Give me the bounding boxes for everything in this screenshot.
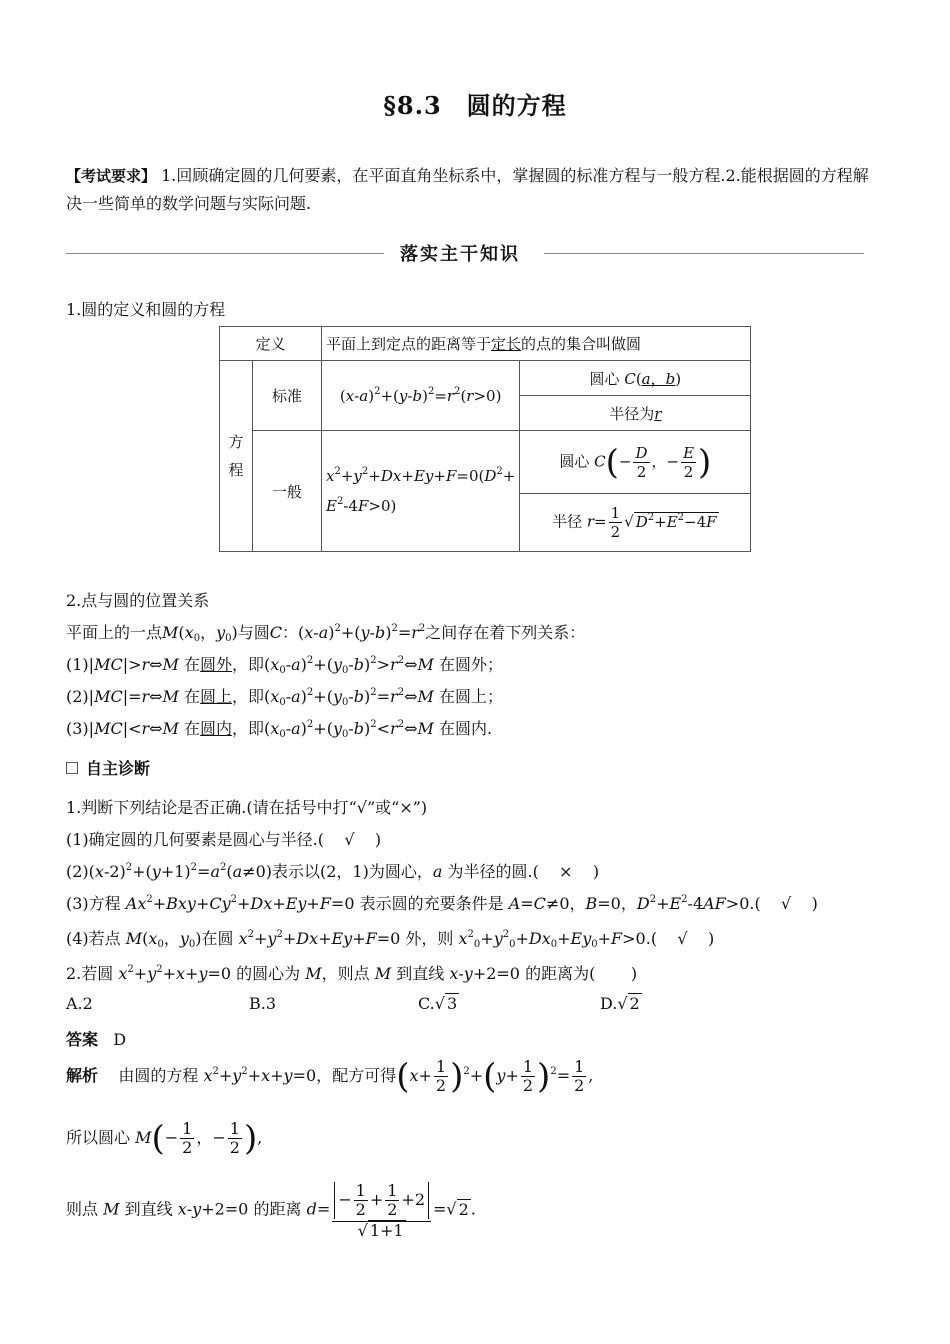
answer-label: 答案	[66, 1030, 99, 1049]
section1-heading: 1.圆的定义和圆的方程	[66, 300, 226, 319]
question-1-item-1: (1)确定圆的几何要素是圆心与半径.( √ )	[66, 830, 382, 849]
banner-line-right	[544, 253, 864, 254]
answer-value: D	[113, 1030, 127, 1049]
question-2: 2.若圆 $x^2+y^2+x+y=0$ 的圆心为 M，则点 M 到直线 x-y+2=0 的距离为( )	[66, 964, 638, 983]
cell-gen-radius: 半径 r= $\frac{1}{2}$ √ $D^2+E^2-4F$	[520, 494, 751, 552]
option-d: D.√ 2	[600, 994, 640, 1013]
cell-std-center: 圆心 C(a，b)	[520, 361, 751, 396]
square-icon	[66, 762, 78, 774]
cell-def-label: 定义	[220, 327, 322, 361]
cell-std-label: 标准	[253, 361, 322, 431]
section2-intro: 平面上的一点$M(x_0$，$y_0$)与圆C：$(x-a)^2+(y-b)^2=r^2$之间存在着下列关系：	[66, 623, 586, 644]
question-1-item-4: (4)若点 $M(x_0$，$y_0$)在圆 $x^2+y^2+Dx+Ey+F=0$ 外，则 $x^2_0+y^2_0+Dx_0+Ey_0+F>0$.( √ )	[66, 929, 715, 950]
cell-gen-label: 一般	[253, 431, 322, 552]
question-1-item-3: (3)方程 $Ax^2+Bxy+Cy^2+Dx+Ey+F=0$ 表示圆的充要条件是 A=C≠0，B=0，$D^2+E^2-4AF>0$.( √ )	[66, 894, 818, 913]
answer-line	[66, 1027, 126, 1050]
analysis-line-2: 所以圆心 M(− $\frac{1}{2}$ ，− $\frac{1}{2}$ ),	[66, 1118, 263, 1159]
exam-requirement	[66, 162, 884, 217]
question-1-item-2: $(2)(x-2)^2+(y+1)^2=a^2(a\ne 0)$表示以(2，1)为圆心，a 为半径的圆.( × )	[66, 862, 600, 881]
option-c: C.√ 3	[418, 994, 458, 1013]
position-case-1: (1)|MC|>r⇔M 在圆外，即$(x_0-a)^2+(y_0-b)^2>r^2\Leftrightarrow M$ 在圆外；	[66, 655, 503, 676]
cell-gen-center: 圆心 C(− $\frac{D}{2}$ ，− $\frac{E}{2}$ )	[520, 431, 751, 494]
position-case-3: (3)|MC|<r⇔M 在圆内，即$(x_0-a)^2+(y_0-b)^2<r^2\Leftrightarrow M$ 在圆内.	[66, 719, 493, 740]
cell-def-text: 平面上到定点的距离等于定长的点的集合叫做圆	[322, 327, 751, 361]
position-case-2: (2)|MC|=r⇔M 在圆上，即$(x_0-a)^2+(y_0-b)^2=r^2\Leftrightarrow M$ 在圆上；	[66, 687, 503, 708]
option-a: A.2	[66, 994, 93, 1013]
analysis-line-3: 则点 M 到直线 x-y+2=0 的距离 d= − $\frac{1}{2}$ + $\frac{1}{2}$ +2 √ 1+1 =√ 2 .	[66, 1181, 476, 1240]
cell-std-eq: $(x-a)^2+(y-b)^2=r^2(r>0)$	[322, 361, 520, 431]
diagnosis-heading: 自主诊断	[66, 756, 150, 779]
requirement-label: 【考试要求】	[66, 167, 157, 185]
banner-title: 落实主干知识	[400, 244, 520, 265]
cell-std-radius: 半径为r	[520, 396, 751, 431]
section-banner	[66, 236, 864, 270]
option-b: B.3	[249, 994, 277, 1013]
analysis-label: 解析	[66, 1066, 99, 1085]
cell-gen-eq: $x^2+y^2+Dx+Ey+F=0(D^2+$ $E^2-4F>0$)	[322, 431, 520, 552]
banner-line-left	[66, 253, 384, 254]
circle-definition-table	[219, 326, 751, 552]
question-1: 1.判断下列结论是否正确.(请在括号中打“√”或“×”)	[66, 798, 428, 817]
requirement-text: 1.回顾确定圆的几何要素，在平面直角坐标系中，掌握圆的标准方程与一般方程.2.能根据圆的方程解决一些简单的数学问题与实际问题.	[66, 166, 869, 213]
page-title: §8.3 圆的方程	[383, 91, 567, 120]
cell-eq-label: 方 程	[220, 361, 253, 552]
section2-heading: 2.点与圆的位置关系	[66, 591, 210, 610]
analysis-line-1: 解析 由圆的方程 $x^2+y^2+x+y=0$，配方可得(x+ $\frac{1}{2}$ )$^2$+(y+ $\frac{1}{2}$ )$^2$= $\frac{1}{2}$ ,	[66, 1056, 594, 1097]
